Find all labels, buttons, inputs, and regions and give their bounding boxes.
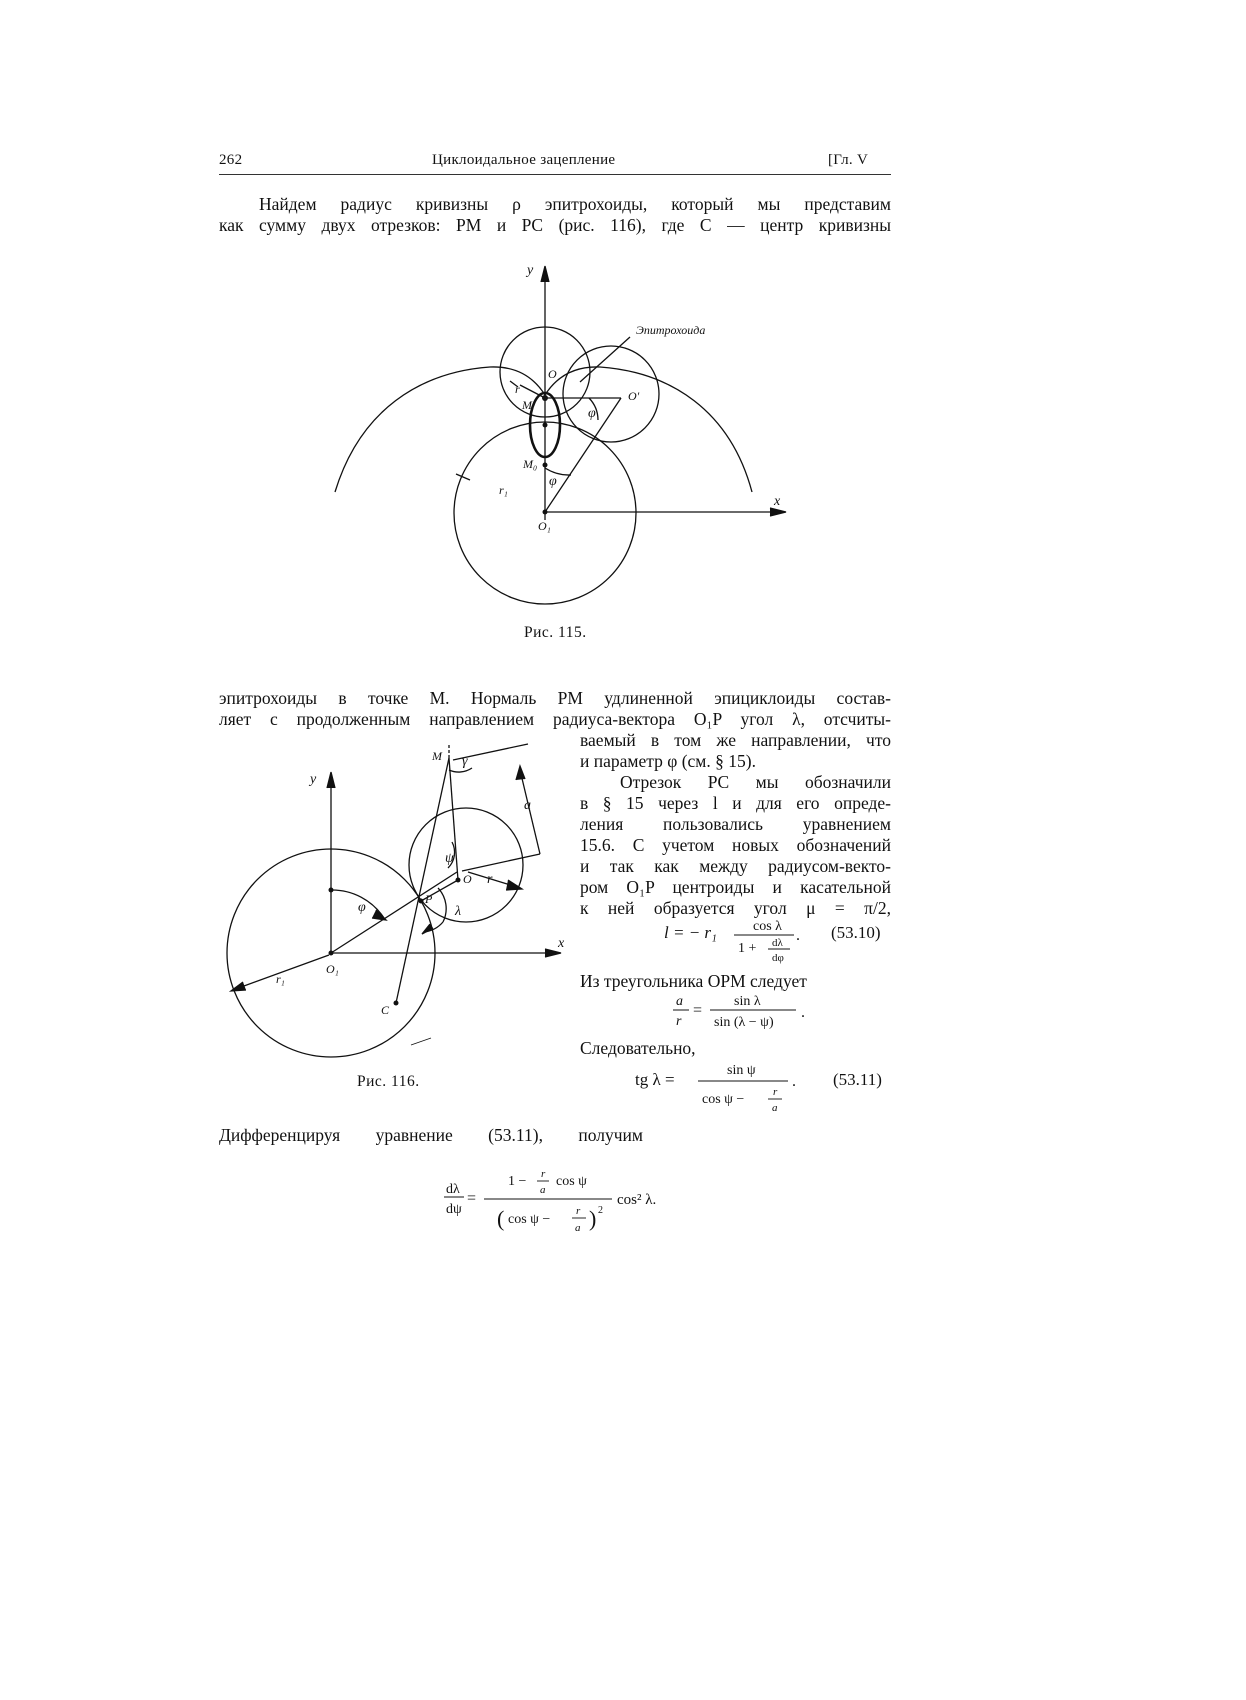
fig116-label-y: y (310, 772, 317, 787)
fig115-label-O1: O₁ (538, 519, 551, 533)
eq5311-den-den: a (772, 1102, 778, 1114)
fig115-label-O: O (548, 367, 557, 381)
fig115-caption: Рис. 115. (524, 624, 587, 641)
fig115-label-phi: φ (549, 474, 557, 489)
svg-text:=: = (693, 1002, 703, 1019)
final-num-suffix: cos ψ (556, 1174, 587, 1189)
fig116-label-gamma: γ (462, 754, 468, 769)
right-col-line-3: Отрезок PC мы обозначили (620, 772, 891, 792)
fig116-label-r: r (487, 872, 493, 887)
final-rhs: cos² λ. (617, 1192, 657, 1208)
eq5310-lhs: l = − r₁ (664, 923, 717, 942)
fig116-caption: Рис. 116. (357, 1073, 420, 1090)
fig116-point-P (419, 899, 424, 904)
svg-text:.: . (792, 1073, 796, 1090)
fig115-label-y: y (527, 263, 534, 278)
svg-text:): ) (589, 1206, 597, 1231)
eq5311-lhs: tg λ = (635, 1070, 675, 1089)
fig116-radius-vector (331, 872, 457, 953)
running-title: Циклоидальное зацепление (432, 152, 616, 168)
fig116-label-O1: O₁ (326, 962, 339, 976)
final-lhs-num: dλ (446, 1182, 460, 1197)
fig116-label-C: C (381, 1003, 390, 1017)
fig116-y-arrow (327, 772, 335, 788)
fig116-label-lambda: λ (455, 904, 462, 919)
fig116-gamma-arc (449, 768, 472, 772)
fig115-label-O-prime: O' (628, 389, 640, 403)
final-num-frac-den: a (540, 1184, 546, 1196)
ratio-den: sin (λ − ψ) (714, 1015, 774, 1030)
svg-text:=: = (467, 1190, 477, 1207)
fig116-label-r1: r₁ (276, 972, 285, 986)
triangle-text: Из треугольника OPM следует (580, 971, 807, 991)
fig116-label-P: P (425, 892, 433, 906)
fig116-point-C (394, 1001, 399, 1006)
fig116-a-arrow-top (516, 766, 525, 780)
final-num-frac-num: r (541, 1168, 546, 1180)
intro-line-2: как сумму двух отрезков: PM и PC (рис. 116), где C — центр кривизны (219, 215, 891, 235)
body-line-1: эпитрохоиды в точке M. Нормаль PM удлиненной эпициклоиды состав- (219, 688, 891, 708)
fig116-label-O: O (463, 872, 472, 886)
final-lhs-den: dψ (446, 1202, 462, 1217)
eq5310-num: cos λ (753, 919, 782, 934)
right-col-line-7: и так как между радиусом-векто- (580, 856, 891, 876)
eq5311-den-num: r (773, 1086, 778, 1098)
fig116-point-y (329, 888, 334, 893)
fig116-label-phi: φ (358, 900, 366, 915)
eq5310-den-den: dφ (772, 952, 784, 964)
intro-line-1: Найдем радиус кривизны ρ эпитрохоиды, который мы представим (259, 194, 891, 214)
right-col-line-6: 15.6. С учетом новых обозначений (580, 835, 891, 855)
fig116-point-O1 (329, 951, 334, 956)
eq5310-den-prefix: 1 + (738, 941, 757, 956)
differentiating-text: Дифференцируя уравнение (53.11), получим (219, 1125, 643, 1145)
svg-text:.: . (801, 1004, 805, 1021)
right-col-line-8: ром O₁P центроиды и касательной (580, 877, 891, 897)
final-den-frac-num: r (576, 1205, 581, 1217)
body-line-2: ляет с продолженным направлением радиуса-вектора O₁P угол λ, отсчиты- (219, 709, 891, 729)
right-col-line-2: и параметр φ (см. § 15). (580, 751, 756, 771)
fig116-mark (411, 1038, 431, 1045)
ratio-r: r (676, 1014, 682, 1029)
fig115-label-x: x (774, 494, 781, 509)
therefore-text: Следовательно, (580, 1038, 696, 1058)
final-den-power: 2 (598, 1205, 603, 1216)
eq5310-number: (53.10) (831, 923, 881, 942)
fig116-label-x: x (558, 936, 565, 951)
right-col-line-4: в § 15 через l и для его опреде- (580, 793, 891, 813)
eq5311-den-prefix: cos ψ − (702, 1092, 745, 1107)
right-col-line-9: к ней образуется угол μ = π/2, (580, 898, 891, 918)
chapter-marker: [Гл. V (828, 152, 869, 168)
equation-final (440, 1163, 700, 1243)
ratio-num: sin λ (734, 994, 761, 1009)
eq5311-num: sin ψ (727, 1063, 756, 1078)
right-col-line-1: ваемый в том же направлении, что (580, 730, 891, 750)
page-number: 262 (219, 152, 243, 168)
fig116-label-a: a (524, 798, 531, 813)
fig115-label-r: r (515, 382, 520, 396)
final-den-prefix: cos ψ − (508, 1212, 551, 1227)
fig115-label-r1: r₁ (499, 483, 508, 497)
fig115-label-phi-prime: φ (588, 406, 596, 421)
eq5311-number: (53.11) (833, 1070, 882, 1089)
fig116-normal-line (396, 758, 449, 1003)
final-num-prefix: 1 − (508, 1174, 527, 1189)
fig116-label-M: M (432, 749, 442, 763)
fig116-label-psi: ψ (445, 851, 454, 866)
right-col-line-5: ления пользовались уравнением (580, 814, 891, 834)
fig115-label-M0: M₀ (523, 457, 538, 471)
eq5310-den-num: dλ (772, 937, 783, 949)
final-den-frac-den: a (575, 1222, 581, 1234)
svg-text:.: . (796, 927, 800, 944)
svg-text:(: ( (497, 1206, 505, 1231)
ratio-a: a (676, 994, 683, 1009)
fig116-a-ext-bottom (462, 854, 540, 871)
fig116-point-O (456, 878, 461, 883)
fig116-r1-arrowhead (231, 982, 246, 991)
fig115-label-epitrochoid: Эпитрохоида (636, 323, 706, 337)
fig115-label-M: M (522, 398, 532, 412)
